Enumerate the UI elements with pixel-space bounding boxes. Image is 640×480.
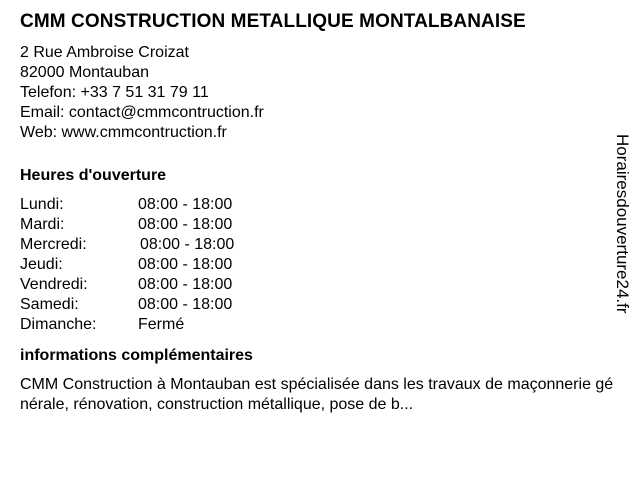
hours-row-thursday (20, 255, 620, 275)
day-label: Mardi: (20, 216, 65, 233)
address-block (20, 43, 620, 143)
day-label: Jeudi: (20, 256, 63, 273)
hours-row-sunday (20, 315, 620, 335)
hours-row-monday (20, 195, 620, 215)
hours-row-friday (20, 275, 620, 295)
opening-hours-table (20, 195, 620, 335)
hours-row-saturday (20, 295, 620, 315)
street-address: 2 Rue Ambroise Croizat (20, 44, 189, 61)
site-watermark: Horairesdouverture24.fr (613, 134, 632, 314)
time-range: 08:00 - 18:00 (138, 196, 233, 213)
day-label: Vendredi: (20, 276, 88, 293)
business-card (20, 10, 620, 415)
city-postcode: 82000 Montauban (20, 64, 149, 81)
website: Web: www.cmmcontruction.fr (20, 124, 227, 141)
phone-number: Telefon: +33 7 51 31 79 11 (20, 84, 209, 101)
hours-row-wednesday (20, 235, 620, 255)
time-range: 08:00 - 18:00 (138, 296, 233, 313)
time-range: 08:00 - 18:00 (138, 256, 233, 273)
day-label: Lundi: (20, 196, 64, 213)
time-range: 08:00 - 18:00 (140, 236, 235, 253)
business-name: CMM CONSTRUCTION METALLIQUE MONTALBANAISE (20, 11, 526, 32)
email-address: Email: contact@cmmcontruction.fr (20, 104, 264, 121)
time-range: 08:00 - 18:00 (138, 276, 233, 293)
time-range: 08:00 - 18:00 (138, 216, 233, 233)
day-label: Mercredi: (20, 236, 87, 253)
time-range: Fermé (138, 316, 185, 333)
day-label: Samedi: (20, 296, 79, 313)
day-label: Dimanche: (20, 316, 97, 333)
additional-info-heading: informations complémentaires (20, 347, 253, 364)
opening-hours-heading: Heures d'ouverture (20, 167, 167, 184)
hours-row-tuesday (20, 215, 620, 235)
business-description: CMM Construction à Montauban est spécialisée dans les travaux de maçonnerie générale, rénovation, construction métallique, pose de b... (20, 376, 614, 413)
